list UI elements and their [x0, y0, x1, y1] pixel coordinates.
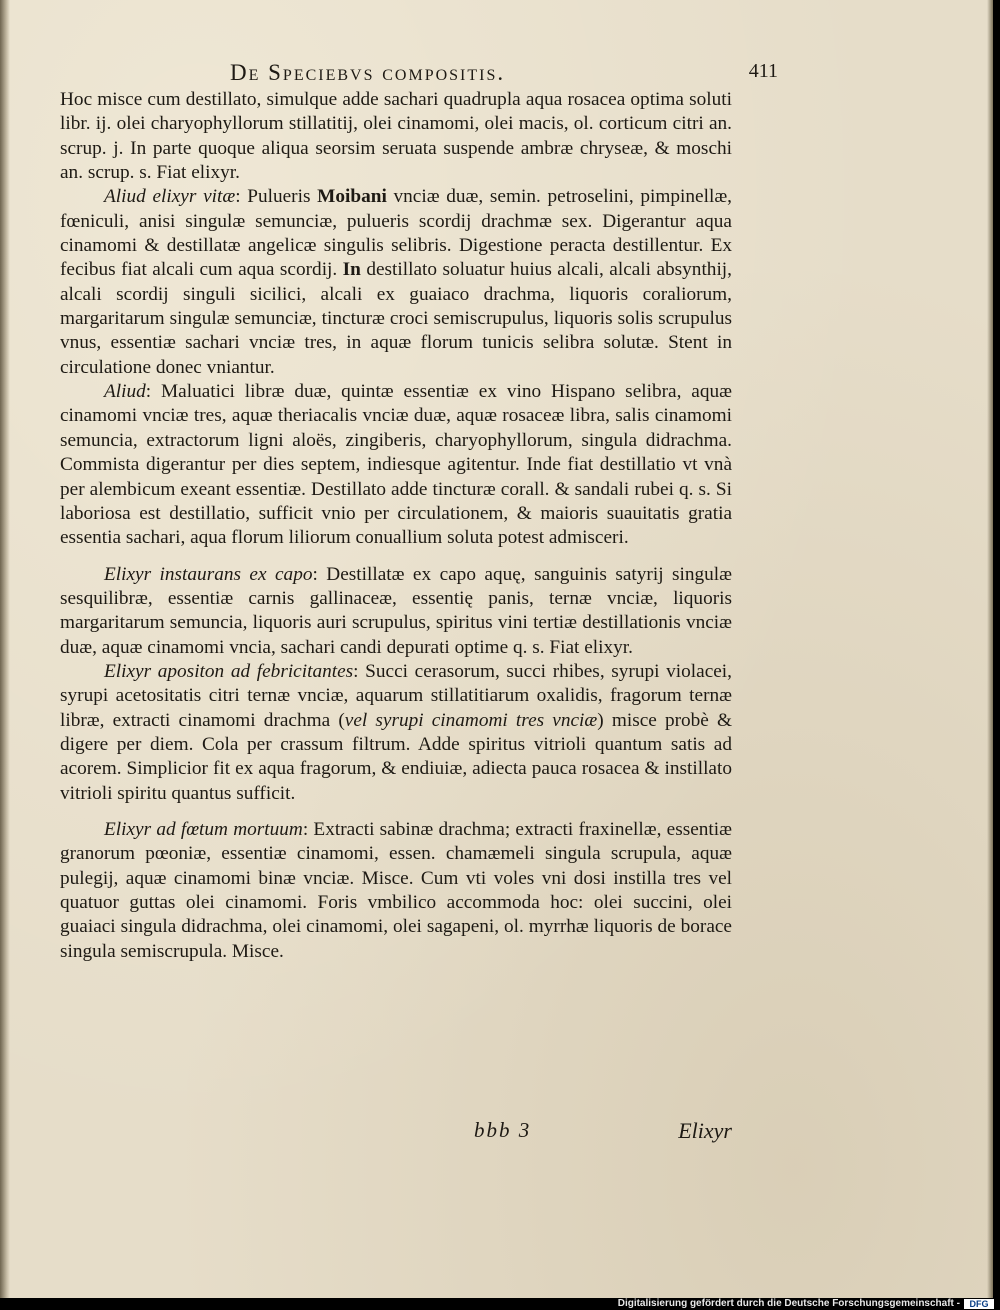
text-run: Hoc misce cum destillato, simulque adde sachari quadrupla aqua rosacea optima soluti libr. ij. olei charyophyllorum stillatitij, olei cinamomi, olei macis, ol. corticum citri an. scrup. j. In parte quoque aliqua seorsim seruata suspende ambræ chryseæ, & moschi an. scrup. s. Fiat elixyr.: [60, 89, 732, 184]
page-left-edge: [0, 0, 10, 1298]
text-run: destillato soluatur huius alcali, alcali absynthij, alcali scordij singuli sicilici, alcali ex guaiaco drachma, liquoris coraliorum, margaritarum singulæ semunciæ, tincturæ croci semiscrupulus, liquoris solis scrupulus vnus, essentiæ sachari vnciæ tres, in aquæ florum tunicis selibra solutæ. Stent in circulatione donec vniantur.: [60, 259, 732, 378]
dfg-logo: DFG: [964, 1299, 994, 1309]
italic-text: Aliud: [104, 381, 146, 403]
page-right-edge: [987, 0, 993, 1298]
catchword: Elixyr: [678, 1118, 732, 1143]
italic-text: Elixyr instaurans ex capo: [104, 563, 313, 585]
text-run: ) misce probè & digere per diem. Cola per crassum filtrum. Adde spiritus vitrioli quantum satis ad acorem. Simplicior fit ex aqua fragorum, & endiuiæ, adiecta pauca rosacea & instillato vitrioli spiritu quantus sufficit.: [60, 709, 732, 804]
text-run: : Destillatæ ex capo aquę, sanguinis satyrij singulæ sesquilibræ, essentiæ carnis gallinaceæ, essentię panis, ternæ vnciæ, liquoris margaritarum semuncia, liquoris auri scrupulus, spiritus vini tertiæ destillationis vnciæ duæ, aquæ cinamomi vncia, sachari candi depurati optime q. s. Fiat elixyr.: [60, 563, 732, 658]
italic-text: Elixyr apositon ad febricitantes: [104, 660, 354, 682]
body-text: [60, 88, 732, 964]
signature-mark: bbb 3: [474, 1118, 532, 1142]
text-run: : Succi cerasorum, succi rhibes, syrupi violacei, syrupi acetositatis citri ternæ vnciæ, aquarum stillatitiarum oxalidis, fragorum ternæ libræ, extracti cinamomi drachma (: [60, 660, 732, 731]
bold-text: In: [342, 259, 361, 281]
text-run: : Pulueris: [235, 186, 318, 208]
running-title: De Speciebvs compositis.: [230, 60, 506, 85]
paragraph: [60, 380, 732, 550]
paragraph: [60, 818, 732, 964]
funding-credit: Digitalisierung gefördert durch die Deutsche Forschungsgemeinschaft -: [617, 1298, 960, 1309]
running-header: [60, 60, 778, 90]
page-number: 411: [748, 60, 778, 82]
italic-text: Aliud elixyr vitæ: [104, 186, 236, 208]
page-footer: [60, 1118, 732, 1148]
paragraph: [60, 88, 732, 185]
paragraph: [60, 660, 732, 806]
text-run: : Maluatici libræ duæ, quintæ essentiæ ex vino Hispano selibra, aquæ cinamomi vnciæ tres, aquæ theriacalis vnciæ duæ, aquæ rosaceæ libra, salis cinamomi semuncia, extractorum ligni aloës, zingiberis, charyophyllorum, singula didrachma. Commista digerantur per dies septem, indiesque agitentur. Inde fiat destillatio vt vnà per alembicum exeant essentiæ. Destillato adde tincturæ corall. & sandali rubei q. s. Si laboriosa est destillatio, sufficit vnio per circulationem, & maioris suauitatis gratia essentia sachari, aqua florum liliorum conuallium soluta potest admisceri.: [60, 381, 732, 549]
italic-text: vel syrupi cinamomi tres vnciæ: [344, 709, 598, 731]
text-run: vnciæ duæ, semin. petroselini, pimpinellæ, fœniculi, anisi singulæ semunciæ, pulueris scordij drachmæ sex. Digerantur aqua cinamomi & destillatæ angelicæ singulis selibris. Digestione peracta destillentur. Ex fecibus fiat alcali cum aqua scordij.: [60, 186, 733, 281]
text-run: : Extracti sabinæ drachma; extracti fraxinellæ, essentiæ granorum pœoniæ, essentiæ cinamomi, essen. chamæmeli singula scrupula, aquæ pulegij, aquæ cinamomi binæ vnciæ. Misce. Cum vti voles vni dosi instilla tres vel quatuor guttas olei cinamomi. Foris vmbilico accommoda hoc: olei succini, olei guaiaci singula didrachma, olei cinamomi, olei sagapeni, ol. myrrhæ liquoris de borace singula semiscrupula. Misce.: [60, 818, 733, 962]
paragraph: [60, 563, 732, 660]
paragraph: [60, 185, 732, 380]
bold-text: Moibani: [317, 186, 387, 208]
italic-text: Elixyr ad fœtum mortuum: [104, 818, 303, 840]
